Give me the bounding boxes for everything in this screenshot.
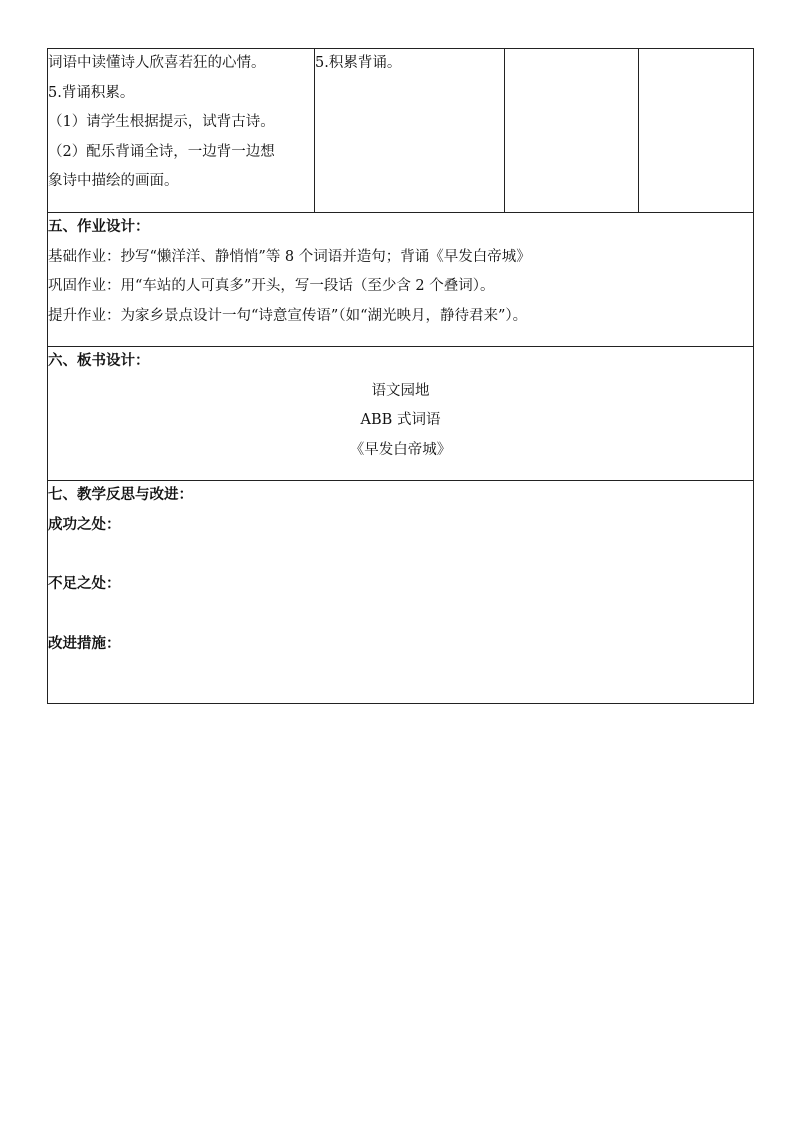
student-activity-text: 5.积累背诵。 (315, 55, 402, 71)
board-row (48, 347, 754, 481)
homework-title: 五、作业设计： (48, 219, 150, 235)
board-design-line: 《早发白帝城》 (349, 441, 452, 458)
lesson-plan-table (47, 48, 754, 704)
teacher-activity-line: 象诗中描绘的画面。 (48, 173, 179, 189)
reflection-row (48, 481, 754, 704)
board-design-title: 六、板书设计： (48, 353, 150, 369)
board-design-section (48, 347, 754, 481)
student-activity-cell (315, 49, 505, 213)
empty-cell-4 (639, 49, 754, 213)
teacher-activity-line: （1）请学生根据提示，试背古诗。 (48, 114, 275, 130)
homework-row (48, 213, 754, 347)
teacher-activity-line: 词语中读懂诗人欣喜若狂的心情。 (48, 55, 266, 71)
activity-row (48, 49, 754, 213)
teacher-activity-line: 5.背诵积累。 (48, 84, 135, 101)
board-design-line: 语文园地 (371, 382, 430, 399)
board-design-line: ABB 式词语 (360, 412, 441, 428)
reflection-title: 七、教学反思与改进： (48, 487, 193, 503)
shortfall-blank (48, 600, 753, 630)
empty-cell-3 (505, 49, 639, 213)
lesson-plan-sheet (47, 48, 753, 704)
homework-basic: 基础作业：抄写“懒洋洋、静悄悄”等 8 个词语并造句；背诵《早发白帝城》 (48, 248, 531, 265)
teacher-activity-line: （2）配乐背诵全诗，一边背一边想 (48, 143, 275, 160)
homework-advanced: 提升作业：为家乡景点设计一句“诗意宣传语”（如“湖光映月，静待君来”）。 (48, 307, 528, 324)
shortfall-label: 不足之处： (48, 576, 121, 592)
success-label: 成功之处： (48, 516, 121, 533)
teacher-activity-cell (48, 49, 315, 213)
homework-consolidate: 巩固作业：用“车站的人可真多”开头，写一段话（至少含 2 个叠词）。 (48, 278, 495, 294)
reflection-section (48, 481, 754, 704)
improve-label: 改进措施： (48, 635, 121, 652)
success-blank (48, 540, 753, 570)
homework-section (48, 213, 754, 347)
